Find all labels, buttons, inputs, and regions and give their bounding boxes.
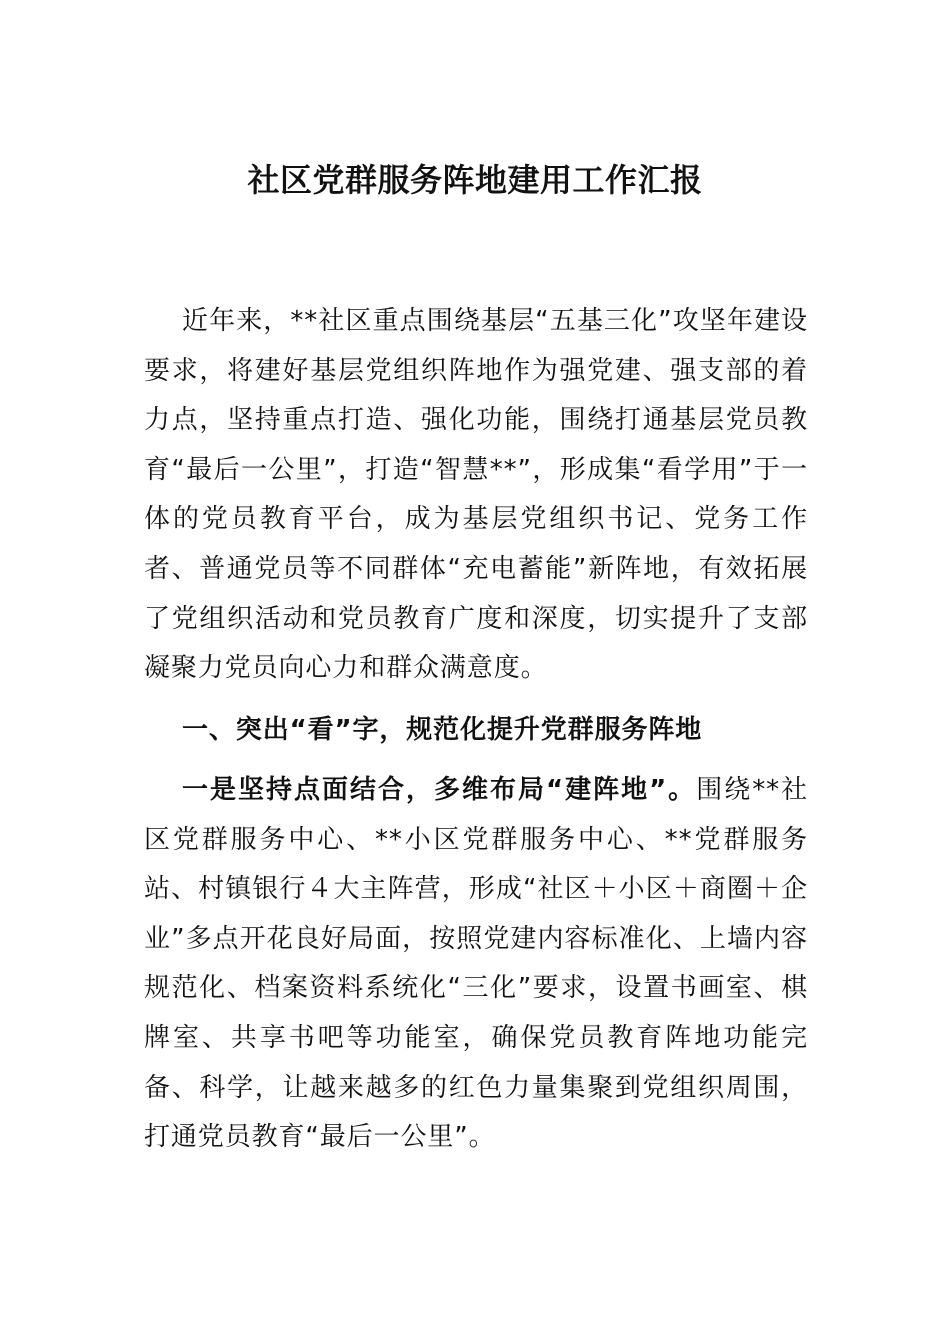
document-title: 社区党群服务阵地建用工作汇报 — [247, 161, 703, 199]
paragraph-lead-text: 一是坚持点面结合，多维布局“建阵地”。 — [182, 775, 697, 805]
paragraph-body-text: 围绕**社区党群服务中心、**小区党群服务中心、**党群服务站、村镇银行４大主阵营，形成“社区＋小区＋商圈＋企业”多点开花良好局面，按照党建内容标准化、上墙内容规范化、档案资料系统化“三化”要求，设置书画室、棋牌室、共享书吧等功能室，确保党员教育阵地功能完备、科学，让越来越多的红色力量集聚到党组织周围，打通党员教育“最后一公里”。 — [144, 775, 808, 1153]
section1-paragraph-1 — [144, 766, 808, 1163]
section-heading-1: 一、突出“看”字，规范化提升党群服务阵地 — [182, 715, 703, 745]
intro-paragraph: 近年来，**社区重点围绕基层“五基三化”攻坚年建设要求，将建好基层党组织阵地作为强党建、强支部的着力点，坚持重点打造、强化功能，围绕打通基层党员教育“最后一公里”，打造“智慧**”，形成集“看学用”于一体的党员教育平台，成为基层党组织书记、党务工作者、普通党员等不同群体“充电蓄能”新阵地，有效拓展了党组织活动和党员教育广度和深度，切实提升了支部凝聚力党员向心力和群众满意度。 — [144, 306, 808, 684]
